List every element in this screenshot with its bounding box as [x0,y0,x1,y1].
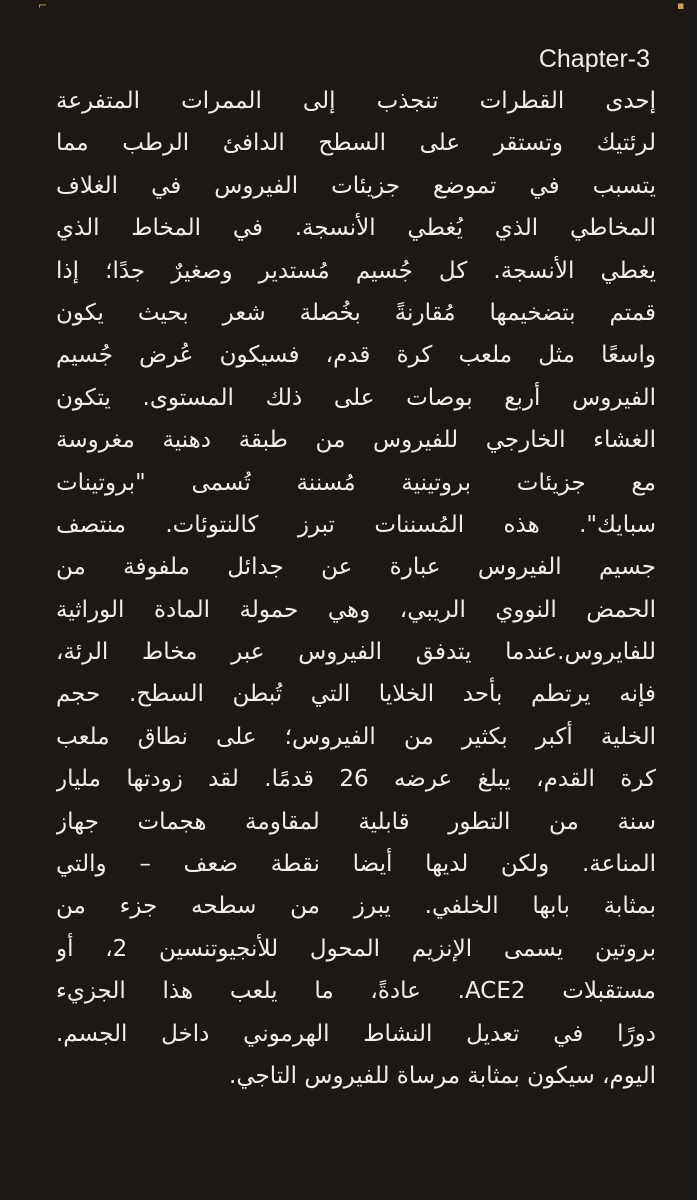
small-bracket-icon: ⌐ [38,0,48,12]
text-line: الحمض النووي الريبي، وهي حمولة المادة الوراثية [56,596,656,623]
arabic-paragraph [56,80,656,1097]
text-line: قمتم بتضخيمها مُقارنةً بخُصلة شعر بحيث يكون [56,299,656,326]
top-bar [0,0,697,22]
text-line: الفيروس أربع بوصات على ذلك المستوى. يتكون [56,384,656,411]
text-line: بروتين يسمى الإنزيم المحول للأنجيوتنسين 2، أو [56,935,656,962]
text-line: دورًا في تعديل النشاط الهرموني داخل الجسم. [56,1020,656,1047]
text-line: مع جزيئات بروتينية مُسننة تُسمى "بروتينات [56,469,656,496]
text-line: اليوم، سيكون بمثابة مرساة للفيروس التاجي. [229,1062,656,1089]
text-line: فإنه يرتطم بأحد الخلايا التي تُبطن السطح. حجم [56,681,656,708]
text-line: إحدى القطرات تنجذب إلى الممرات المتفرعة [56,88,656,114]
text-line: يغطي الأنسجة. كل جُسيم مُستدير وصغيرٌ جدًا؛ إذا [56,257,656,284]
text-line: سنة من التطور قابلية لمقاومة هجمات جهاز [56,808,656,835]
text-line: للفايروس.عندما يتدفق الفيروس عبر مخاط الرئة، [56,639,656,666]
text-line: المناعة. ولكن لديها أيضا نقطة ضعف – والتي [56,851,656,878]
text-line: كرة القدم، يبلغ عرضه 26 قدمًا. لقد زودتها مليار [56,766,656,793]
text-line: سبايك". هذه المُسننات تبرز كالنتوئات. منتصف [56,511,656,538]
chapter-heading: Chapter-3 [538,45,650,73]
text-line: لرئتيك وتستقر على السطح الدافئ الرطب مما [56,130,656,157]
text-line: واسعًا مثل ملعب كرة قدم، فسيكون عُرض جُسيم [56,342,656,369]
text-line: الغشاء الخارجي للفيروس من طبقة دهنية مغروسة [56,427,656,454]
text-line: يتسبب في تموضع جزيئات الفيروس في الغلاف [56,172,656,199]
text-line: جسيم الفيروس عبارة عن جدائل ملفوفة من [56,554,656,581]
text-line: مستقبلات ACE2. عادةً، ما يلعب هذا الجزيء [56,978,656,1005]
text-line: الخلية أكبر بكثير من الفيروس؛ على نطاق ملعب [56,723,656,750]
small-mark-icon: ▪ [677,0,685,12]
note-body [56,44,656,1097]
text-line: المخاطي الذي يُغطي الأنسجة. في المخاط الذي [56,215,656,242]
text-line: بمثابة بابها الخلفي. يبرز من سطحه جزء من [56,893,656,920]
